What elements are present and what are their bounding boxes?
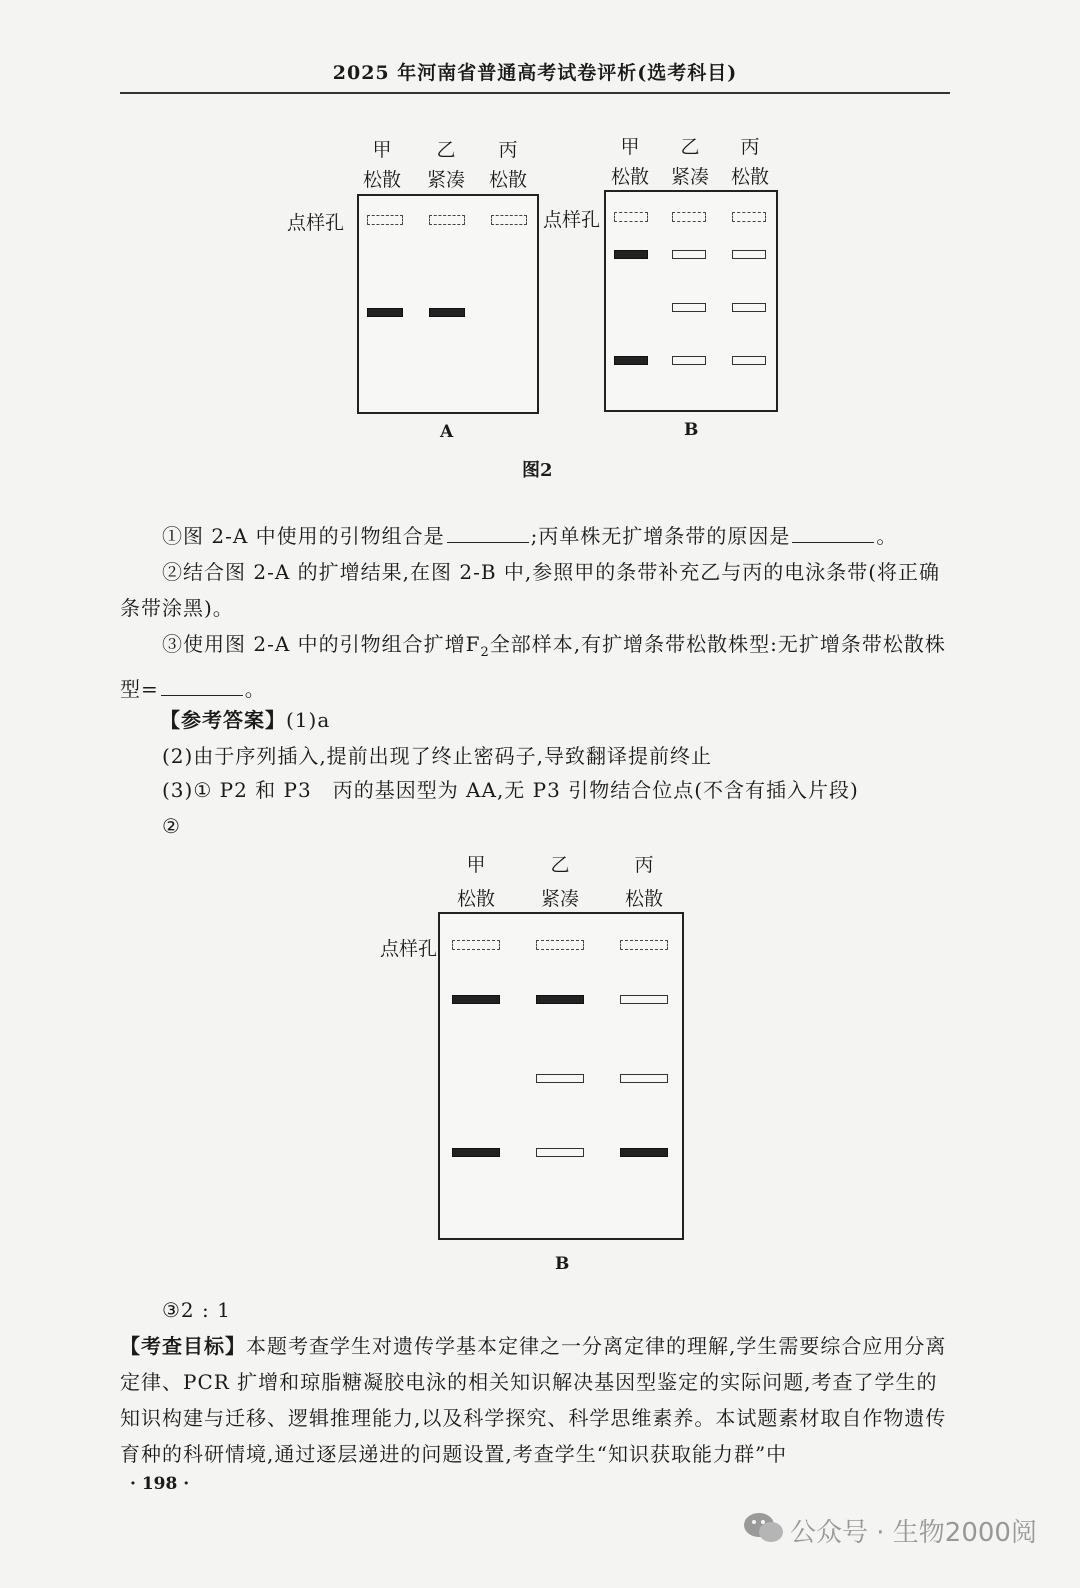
gelB-letter: B xyxy=(684,420,699,440)
answer-2: (2)由于序列插入,提前出现了终止密码子,导致翻译提前终止 xyxy=(162,744,713,768)
gelB-band-lane2-lower xyxy=(672,356,706,365)
question-3: ③使用图 2-A 中的引物组合扩增$F_2$全部样本,有扩增条带松散株型:无扩增条带松散株型= 。 xyxy=(120,632,946,701)
gelB-well-label: 点样孔 xyxy=(543,209,601,231)
gelB-well-1 xyxy=(614,212,648,222)
ansgel-lane3-head: 丙 松散 xyxy=(624,854,663,910)
ansgel-band-lane2-middle xyxy=(536,1074,584,1083)
question-2: ②结合图 2-A 的扩增结果,在图 2-B 中,参照甲的条带补充乙与丙的电泳条带(将正确条带涂黑)。 xyxy=(120,560,941,620)
gelB-band-lane1-lower xyxy=(614,356,648,365)
objective-paragraph: 【考查目标】本题考查学生对遗传学基本定律之一分离定律的理解,学生需要综合应用分离定律、PCR 扩增和琼脂糖凝胶电泳的相关知识解决基因型鉴定的实际问题,考查了学生的知识构建与迁移、逻辑推理能力,以及科学探究、科学思维素养。本试题素材取自作物遗传育种的科研情境,通过逐层递进的问题设置,考查学生“知识获取能力群”中 xyxy=(120,1334,947,1466)
running-header: 2025 年河南省普通高考试卷评析(选考科目) xyxy=(332,62,738,84)
ansgel-well-label: 点样孔 xyxy=(380,938,438,960)
gelB-band-lane2-middle xyxy=(672,303,706,312)
answer-blank-2 xyxy=(792,522,874,543)
ansgel-letter: B xyxy=(555,1254,570,1274)
answer-gel-b xyxy=(438,912,684,1240)
ansgel-lane1-head: 甲 松散 xyxy=(456,854,495,910)
gelA-lane1-head: 甲 松散 xyxy=(362,139,401,191)
gelB-lane2-head: 乙 紧凑 xyxy=(670,136,709,188)
figure-caption: 图2 xyxy=(522,460,553,481)
header-rule xyxy=(120,92,950,94)
answer-3-2-marker: ② xyxy=(162,814,181,838)
gel-b xyxy=(604,190,778,412)
gelA-well-2 xyxy=(429,215,465,225)
answer-1: 【参考答案】(1)a xyxy=(160,708,331,732)
ansgel-well-3 xyxy=(620,940,668,950)
gel-a xyxy=(357,194,539,414)
gelA-lane3-head: 丙 松散 xyxy=(488,139,527,191)
gelA-well-label: 点样孔 xyxy=(287,212,345,234)
ansgel-band-lane2-lower xyxy=(536,1148,584,1157)
ansgel-well-1 xyxy=(452,940,500,950)
gelB-band-lane1-upper xyxy=(614,250,648,259)
gelA-well-3 xyxy=(491,215,527,225)
gelB-well-3 xyxy=(732,212,766,222)
answer-3: (3)① P2 和 P3 丙的基因型为 AA,无 P3 引物结合位点(不含有插入片段) xyxy=(162,778,859,802)
watermark-text: 公众号 · 生物2000阅 xyxy=(790,1518,1037,1548)
answer-blank-3 xyxy=(161,675,243,696)
gelB-lane3-head: 丙 松散 xyxy=(730,136,769,188)
gelB-band-lane2-upper xyxy=(672,250,706,259)
page-number: · 198 · xyxy=(130,1474,190,1494)
question-1: ①图 2-A 中使用的引物组合是 ;丙单株无扩增条带的原因是 。 xyxy=(162,524,898,548)
gelB-lane1-head: 甲 松散 xyxy=(610,136,649,188)
wechat-logo-icon xyxy=(742,1510,786,1546)
ansgel-band-lane1-lower xyxy=(452,1148,500,1157)
ansgel-band-lane1-upper xyxy=(452,995,500,1004)
gelA-band-lane1 xyxy=(367,308,403,317)
gelA-lane2-head: 乙 紧凑 xyxy=(426,139,465,191)
ansgel-lane2-head: 乙 紧凑 xyxy=(540,854,579,910)
gelB-band-lane3-lower xyxy=(732,356,766,365)
answer-3-3: ③2 : 1 xyxy=(162,1298,231,1322)
ansgel-band-lane3-middle xyxy=(620,1074,668,1083)
gelB-band-lane3-middle xyxy=(732,303,766,312)
gelA-letter: A xyxy=(440,422,454,442)
gelB-well-2 xyxy=(672,212,706,222)
gelA-band-lane2 xyxy=(429,308,465,317)
answer-blank-1 xyxy=(447,522,529,543)
ansgel-band-lane2-upper xyxy=(536,995,584,1004)
ansgel-band-lane3-lower xyxy=(620,1148,668,1157)
ansgel-band-lane3-upper xyxy=(620,995,668,1004)
ansgel-well-2 xyxy=(536,940,584,950)
gelA-well-1 xyxy=(367,215,403,225)
gelB-band-lane3-upper xyxy=(732,250,766,259)
